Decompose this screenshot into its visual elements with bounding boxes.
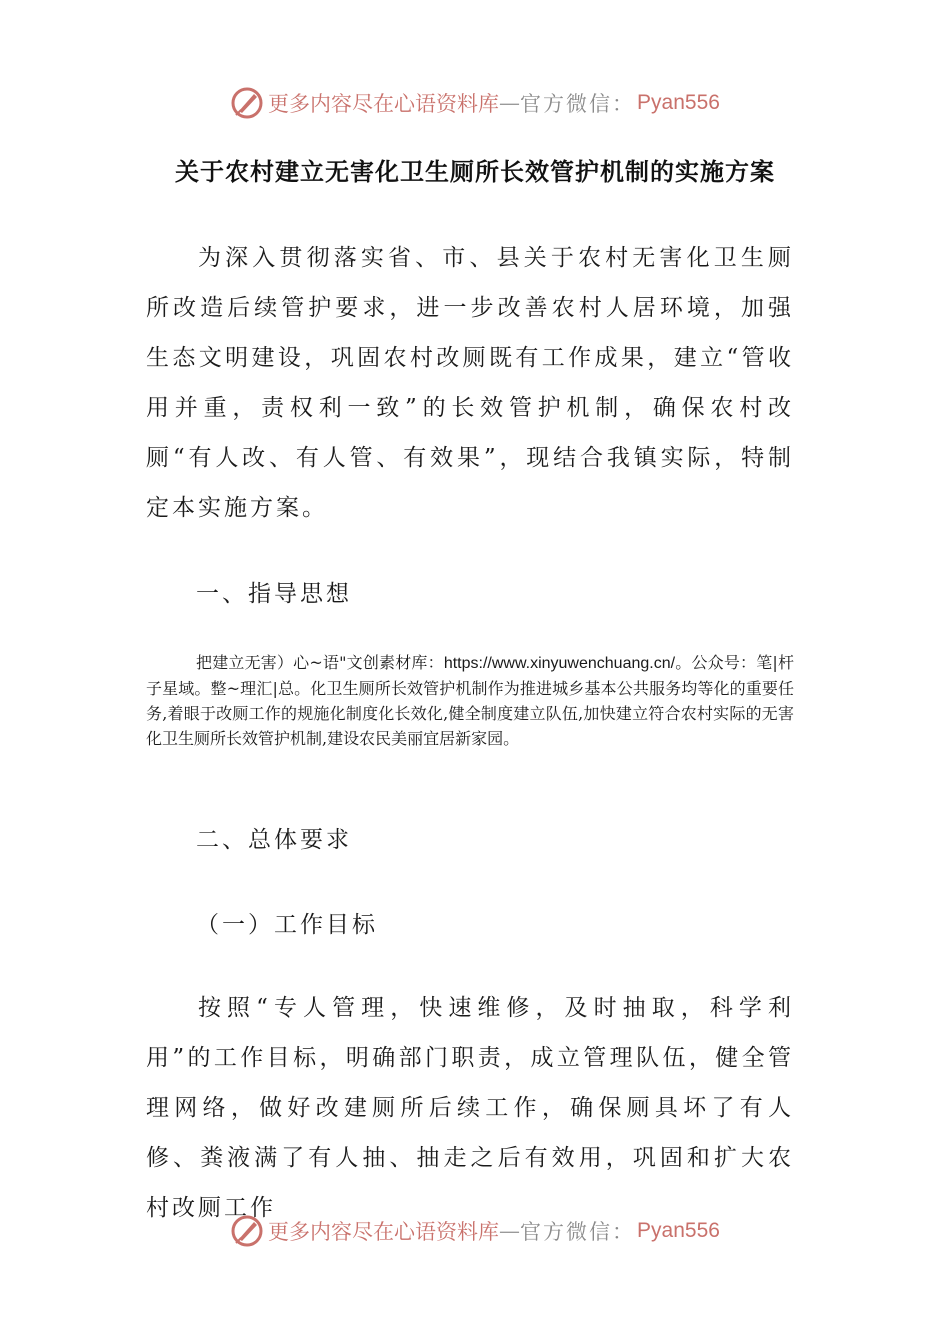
document-title: 关于农村建立无害化卫生厕所长效管护机制的实施方案 [175,158,775,186]
section-1-text-b: 。公众号：笔|杆子星域。整~理汇|总。化卫生厕所长效管护机制作为推进城乡基本公共服务均等化的重要任务,着眼于改厕工作的规施化制度化长效化,健全制度建立队伍,加快建立符合农村实际的无害化卫生厕所长效管护机制,建设农民美丽宜居新家园。 [146,653,794,748]
footer-watermark-banner [0,1211,950,1251]
subsection-1-heading: （一）工作目标 [196,912,378,938]
footer-watermark-wechat-label: 官方微信： [520,1220,636,1244]
subsection-1-paragraph: 按照“专人管理，快速维修，及时抽取，科学利用”的工作目标，明确部门职责，成立管理队伍，健全管理网络，做好改建厕所后续工作，确保厕具坏了有人修、粪液满了有人抽、抽走之后有效用，巩固和扩大农村改厕工作 [146,995,794,1221]
section-2-heading: 二、总体要求 [196,827,352,853]
section-1-paragraph [146,650,794,751]
footer-watermark-dash: — [499,1219,521,1243]
quill-logo-icon [230,86,264,120]
intro-paragraph: 为深入贯彻落实省、市、县关于农村无害化卫生厕所改造后续管护要求，进一步改善农村人居环境，加强生态文明建设，巩固农村改厕既有工作成果，建立“管收用并重，责权利一致”的长效管护机制，确保农村改厕“有人改、有人管、有效果”，现结合我镇实际，特制定本实施方案。 [146,245,794,521]
watermark-brand-text: 更多内容尽在心语资料库 [268,92,500,116]
watermark-wechat-id: Pyan556 [637,91,720,114]
watermark-dash: — [499,91,521,115]
section-1-text-a: 把建立无害）心~语"文创素材库： [196,653,444,672]
footer-watermark-brand-text: 更多内容尽在心语资料库 [268,1220,500,1244]
watermark-wechat-label: 官方微信： [520,92,636,116]
section-1-url-link[interactable]: https://www.xinyuwenchuang.cn/ [443,655,676,672]
header-watermark-banner [0,83,950,123]
footer-watermark-wechat-id: Pyan556 [637,1219,720,1242]
section-1-heading: 一、指导思想 [196,581,352,607]
quill-logo-icon-footer [230,1214,264,1248]
